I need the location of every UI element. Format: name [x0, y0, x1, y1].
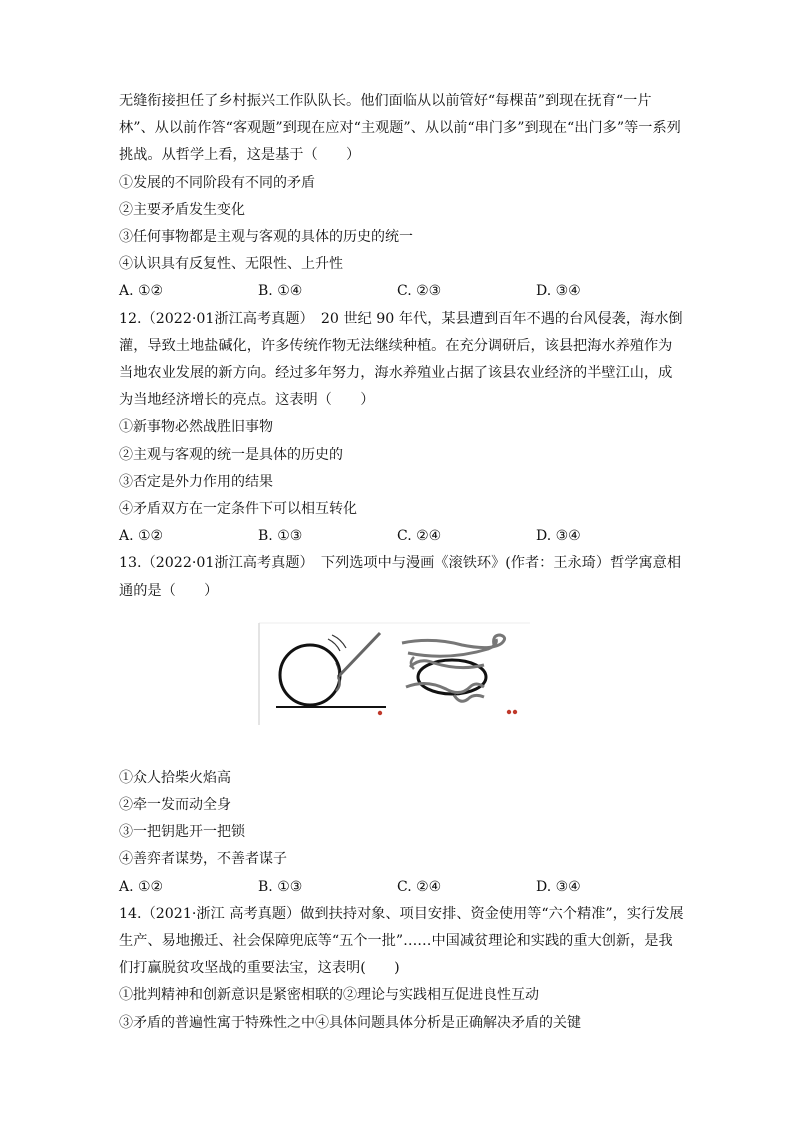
question-stem-line: 生产、易地搬迁、社会保障兜底等“五个一批”……中国减贫理论和实践的重大创新，是我	[119, 933, 673, 950]
choice-b: B. ①③	[258, 528, 303, 545]
statement-4: ④认识具有反复性、无限性、上升性	[119, 256, 343, 273]
statement-4: ④矛盾双方在一定条件下可以相互转化	[119, 501, 357, 518]
question-stem-line: 们打赢脱贫攻坚战的重要法宝，这表明( )	[119, 960, 400, 977]
question-stem-line: 13.（2022·01浙江高考真题） 下列选项中与漫画《滚铁环》(作者：王永琦）哲学寓意相	[119, 555, 682, 572]
statement-3-4: ③矛盾的普遍性寓于特殊性之中④具体问题具体分析是正确解决矛盾的关键	[119, 1014, 581, 1031]
statement-2: ②主观与客观的统一是具体的历史的	[119, 446, 343, 463]
hoop-stick	[338, 633, 380, 677]
statement-1: ①新事物必然战胜旧事物	[119, 419, 273, 436]
tangled-stick	[454, 695, 484, 701]
choice-b: B. ①④	[258, 283, 303, 300]
figure-dot	[513, 710, 517, 714]
motion-line	[328, 639, 340, 651]
answer-choices	[119, 874, 679, 901]
statement-2: ②主要矛盾发生变化	[119, 201, 245, 218]
question-11	[119, 88, 679, 306]
choice-a: A. ①②	[119, 283, 164, 300]
figure-dot	[378, 711, 382, 715]
statement-3: ③否定是外力作用的结果	[119, 473, 273, 490]
choice-a: A. ①②	[119, 878, 164, 895]
statement-1: ①众人拾柴火焰高	[119, 769, 231, 786]
choice-d: D. ③④	[536, 283, 581, 300]
choice-a: A. ①②	[119, 528, 164, 545]
question-stem-line: 为当地经济增长的亮点。这表明（ ）	[119, 392, 375, 409]
question-stem-line: 12.（2022·01浙江高考真题） 20 世纪 90 年代，某县遭到百年不遇的台风侵袭，海水倒	[119, 310, 683, 327]
choice-b: B. ①③	[258, 878, 303, 895]
statement-4: ④善弈者谋势，不善者谋子	[119, 851, 287, 868]
statement-3: ③任何事物都是主观与客观的具体的历史的统一	[119, 229, 413, 246]
worksheet-page	[119, 88, 684, 1037]
question-stem-line: 当地农业发展的新方向。经过多年努力，海水养殖业占据了该县农业经济的半壁江山，成	[119, 365, 673, 382]
statement-1-2: ①批判精神和创新意识是紧密相联的②理论与实践相互促进良性互动	[119, 987, 539, 1004]
question-13	[119, 550, 682, 900]
question-12	[119, 306, 683, 551]
answer-choices	[119, 278, 679, 305]
statement-3: ③一把钥匙开一把锁	[119, 824, 245, 841]
choice-d: D. ③④	[536, 878, 581, 895]
hoop-circle	[418, 660, 486, 694]
question-stem-line: 挑战。从哲学上看，这是基于（ ）	[119, 147, 361, 164]
choice-d: D. ③④	[536, 528, 581, 545]
motion-line	[332, 635, 346, 648]
question-stem-line: 14.（2021·浙江 高考真题）做到扶持对象、项目安排、资金使用等“六个精准”，实行发展	[119, 905, 684, 922]
statement-2: ②牵一发而动全身	[119, 797, 231, 814]
rolling-hoop-cartoon	[258, 621, 533, 729]
tangled-stick	[402, 635, 505, 648]
choice-c: C. ②④	[397, 528, 442, 545]
figure-dot	[507, 710, 511, 714]
question-14	[119, 901, 684, 1037]
statement-1: ①发展的不同阶段有不同的矛盾	[119, 174, 315, 191]
choice-c: C. ②④	[397, 878, 442, 895]
question-stem-line: 林”、从以前作答“客观题”到现在应对“主观题”、从以前“串门多”到现在“出门多”等一系列	[119, 120, 681, 137]
question-stem-line: 通的是（ ）	[119, 582, 219, 599]
hoop-circle	[280, 645, 340, 705]
question-stem-line: 无缝衔接担任了乡村振兴工作队队长。他们面临从以前管好“每棵苗”到现在抚育“一片	[119, 93, 652, 109]
answer-choices	[119, 523, 679, 550]
cartoon-figure-area	[119, 605, 679, 765]
question-stem-line: 灌，导致土地盐碱化，许多传统作物无法继续种植。在充分调研后，该县把海水养殖作为	[119, 337, 673, 354]
choice-c: C. ②③	[397, 283, 442, 300]
